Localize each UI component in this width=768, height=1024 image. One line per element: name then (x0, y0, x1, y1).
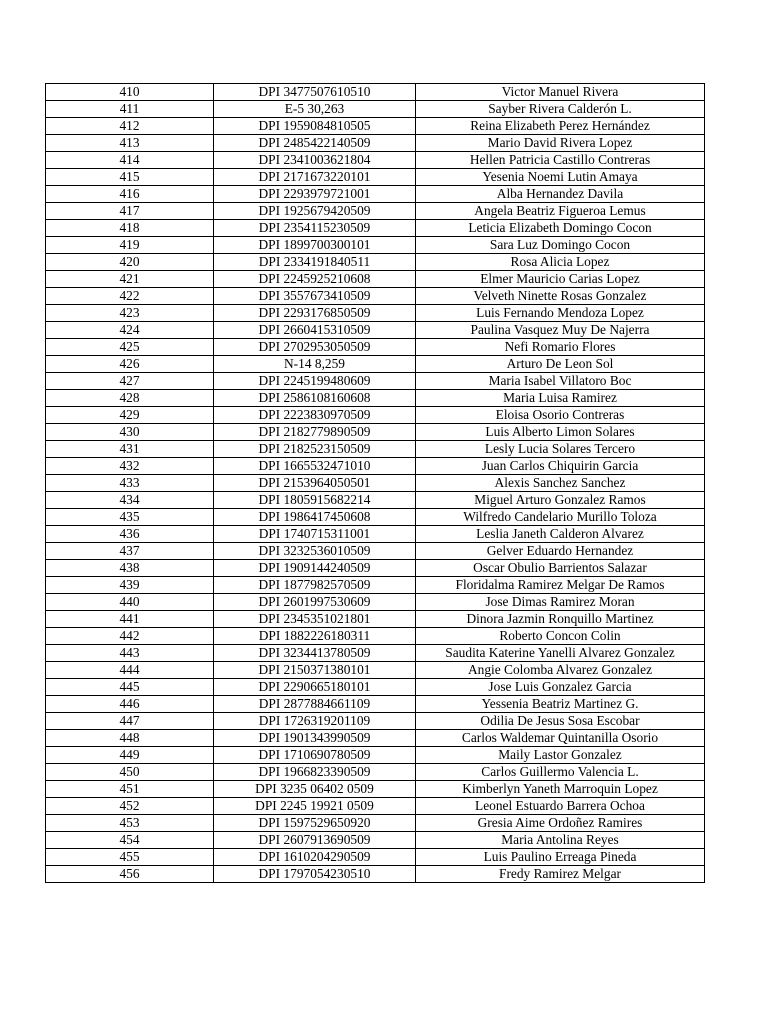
person-name-cell: Elmer Mauricio Carias Lopez (416, 271, 705, 288)
table-row (46, 662, 705, 679)
table-row (46, 747, 705, 764)
table-row (46, 798, 705, 815)
row-number-cell: 421 (46, 271, 214, 288)
row-number-cell: 436 (46, 526, 214, 543)
row-number-cell: 422 (46, 288, 214, 305)
document-id-cell: DPI 2354115230509 (214, 220, 416, 237)
person-name-cell: Victor Manuel Rivera (416, 84, 705, 101)
row-number-cell: 419 (46, 237, 214, 254)
document-id-cell: DPI 2341003621804 (214, 152, 416, 169)
table-row (46, 441, 705, 458)
table-row (46, 526, 705, 543)
document-id-cell: DPI 3235 06402 0509 (214, 781, 416, 798)
document-id-cell: DPI 1959084810505 (214, 118, 416, 135)
person-name-cell: Mario David Rivera Lopez (416, 135, 705, 152)
row-number-cell: 417 (46, 203, 214, 220)
person-name-cell: Gresia Aime Ordoñez Ramires (416, 815, 705, 832)
document-id-cell: DPI 2601997530609 (214, 594, 416, 611)
table-row (46, 186, 705, 203)
table-row (46, 832, 705, 849)
table-row (46, 866, 705, 883)
person-name-cell: Carlos Guillermo Valencia L. (416, 764, 705, 781)
document-id-cell: DPI 1882226180311 (214, 628, 416, 645)
person-name-cell: Maria Luisa Ramirez (416, 390, 705, 407)
person-name-cell: Gelver Eduardo Hernandez (416, 543, 705, 560)
row-number-cell: 429 (46, 407, 214, 424)
table-row (46, 203, 705, 220)
table-row (46, 254, 705, 271)
row-number-cell: 416 (46, 186, 214, 203)
document-id-cell: DPI 1805915682214 (214, 492, 416, 509)
row-number-cell: 451 (46, 781, 214, 798)
person-name-cell: Hellen Patricia Castillo Contreras (416, 152, 705, 169)
person-name-cell: Angie Colomba Alvarez Gonzalez (416, 662, 705, 679)
person-name-cell: Alba Hernandez Davila (416, 186, 705, 203)
table-row (46, 543, 705, 560)
document-id-cell: DPI 2153964050501 (214, 475, 416, 492)
person-name-cell: Odilia De Jesus Sosa Escobar (416, 713, 705, 730)
row-number-cell: 414 (46, 152, 214, 169)
person-name-cell: Luis Paulino Erreaga Pineda (416, 849, 705, 866)
table-row (46, 135, 705, 152)
document-id-cell: DPI 1986417450608 (214, 509, 416, 526)
row-number-cell: 452 (46, 798, 214, 815)
person-name-cell: Alexis Sanchez Sanchez (416, 475, 705, 492)
document-id-cell: DPI 3234413780509 (214, 645, 416, 662)
document-id-cell: DPI 1597529650920 (214, 815, 416, 832)
person-name-cell: Luis Alberto Limon Solares (416, 424, 705, 441)
table-row (46, 560, 705, 577)
document-id-cell: DPI 2702953050509 (214, 339, 416, 356)
document-id-cell: DPI 2485422140509 (214, 135, 416, 152)
row-number-cell: 431 (46, 441, 214, 458)
row-number-cell: 437 (46, 543, 214, 560)
table-row (46, 101, 705, 118)
row-number-cell: 448 (46, 730, 214, 747)
table-row (46, 390, 705, 407)
person-name-cell: Nefi Romario Flores (416, 339, 705, 356)
table-row (46, 781, 705, 798)
row-number-cell: 447 (46, 713, 214, 730)
table-row (46, 118, 705, 135)
document-id-cell: DPI 1726319201109 (214, 713, 416, 730)
table-row (46, 237, 705, 254)
row-number-cell: 430 (46, 424, 214, 441)
document-id-cell: DPI 1925679420509 (214, 203, 416, 220)
person-name-cell: Jose Luis Gonzalez Garcia (416, 679, 705, 696)
document-id-cell: DPI 2245925210608 (214, 271, 416, 288)
document-id-cell: DPI 2223830970509 (214, 407, 416, 424)
row-number-cell: 443 (46, 645, 214, 662)
document-id-cell: DPI 2182523150509 (214, 441, 416, 458)
document-id-cell: DPI 1877982570509 (214, 577, 416, 594)
row-number-cell: 442 (46, 628, 214, 645)
table-row (46, 713, 705, 730)
registry-table-body (46, 84, 705, 883)
person-name-cell: Arturo De Leon Sol (416, 356, 705, 373)
row-number-cell: 415 (46, 169, 214, 186)
row-number-cell: 413 (46, 135, 214, 152)
person-name-cell: Velveth Ninette Rosas Gonzalez (416, 288, 705, 305)
person-name-cell: Leonel Estuardo Barrera Ochoa (416, 798, 705, 815)
row-number-cell: 439 (46, 577, 214, 594)
row-number-cell: 425 (46, 339, 214, 356)
person-name-cell: Eloisa Osorio Contreras (416, 407, 705, 424)
table-row (46, 84, 705, 101)
table-row (46, 424, 705, 441)
table-row (46, 492, 705, 509)
row-number-cell: 420 (46, 254, 214, 271)
row-number-cell: 454 (46, 832, 214, 849)
table-row (46, 339, 705, 356)
table-row (46, 288, 705, 305)
person-name-cell: Kimberlyn Yaneth Marroquin Lopez (416, 781, 705, 798)
row-number-cell: 424 (46, 322, 214, 339)
person-name-cell: Juan Carlos Chiquirin Garcia (416, 458, 705, 475)
document-id-cell: DPI 1740715311001 (214, 526, 416, 543)
document-id-cell: DPI 2245199480609 (214, 373, 416, 390)
document-id-cell: DPI 1710690780509 (214, 747, 416, 764)
document-id-cell: DPI 2877884661109 (214, 696, 416, 713)
person-name-cell: Angela Beatriz Figueroa Lemus (416, 203, 705, 220)
row-number-cell: 441 (46, 611, 214, 628)
person-name-cell: Saudita Katerine Yanelli Alvarez Gonzalez (416, 645, 705, 662)
person-name-cell: Sara Luz Domingo Cocon (416, 237, 705, 254)
table-row (46, 815, 705, 832)
table-row (46, 322, 705, 339)
document-id-cell: DPI 3477507610510 (214, 84, 416, 101)
person-name-cell: Jose Dimas Ramirez Moran (416, 594, 705, 611)
document-id-cell: DPI 2345351021801 (214, 611, 416, 628)
table-row (46, 764, 705, 781)
row-number-cell: 411 (46, 101, 214, 118)
row-number-cell: 453 (46, 815, 214, 832)
document-id-cell: DPI 2290665180101 (214, 679, 416, 696)
table-row (46, 169, 705, 186)
person-name-cell: Leslia Janeth Calderon Alvarez (416, 526, 705, 543)
table-row (46, 373, 705, 390)
document-id-cell: DPI 3232536010509 (214, 543, 416, 560)
table-row (46, 152, 705, 169)
document-id-cell: DPI 1901343990509 (214, 730, 416, 747)
table-row (46, 730, 705, 747)
person-name-cell: Paulina Vasquez Muy De Najerra (416, 322, 705, 339)
document-id-cell: DPI 2293979721001 (214, 186, 416, 203)
document-id-cell: DPI 2607913690509 (214, 832, 416, 849)
row-number-cell: 445 (46, 679, 214, 696)
person-name-cell: Yessenia Beatriz Martinez G. (416, 696, 705, 713)
row-number-cell: 418 (46, 220, 214, 237)
table-row (46, 458, 705, 475)
row-number-cell: 456 (46, 866, 214, 883)
document-id-cell: DPI 2171673220101 (214, 169, 416, 186)
row-number-cell: 412 (46, 118, 214, 135)
table-row (46, 407, 705, 424)
row-number-cell: 433 (46, 475, 214, 492)
table-row (46, 696, 705, 713)
document-id-cell: DPI 2586108160608 (214, 390, 416, 407)
table-row (46, 645, 705, 662)
document-id-cell: DPI 2334191840511 (214, 254, 416, 271)
person-name-cell: Lesly Lucia Solares Tercero (416, 441, 705, 458)
document-id-cell: DPI 1610204290509 (214, 849, 416, 866)
document-id-cell: DPI 1909144240509 (214, 560, 416, 577)
document-id-cell: DPI 2182779890509 (214, 424, 416, 441)
document-id-cell: DPI 1665532471010 (214, 458, 416, 475)
table-row (46, 577, 705, 594)
person-name-cell: Floridalma Ramirez Melgar De Ramos (416, 577, 705, 594)
row-number-cell: 446 (46, 696, 214, 713)
person-name-cell: Dinora Jazmin Ronquillo Martinez (416, 611, 705, 628)
row-number-cell: 444 (46, 662, 214, 679)
table-row (46, 220, 705, 237)
table-row (46, 594, 705, 611)
table-row (46, 356, 705, 373)
document-id-cell: DPI 1966823390509 (214, 764, 416, 781)
document-id-cell: DPI 3557673410509 (214, 288, 416, 305)
person-name-cell: Maria Isabel Villatoro Boc (416, 373, 705, 390)
row-number-cell: 449 (46, 747, 214, 764)
document-id-cell: DPI 1899700300101 (214, 237, 416, 254)
row-number-cell: 423 (46, 305, 214, 322)
row-number-cell: 455 (46, 849, 214, 866)
person-name-cell: Carlos Waldemar Quintanilla Osorio (416, 730, 705, 747)
person-name-cell: Rosa Alicia Lopez (416, 254, 705, 271)
person-name-cell: Oscar Obulio Barrientos Salazar (416, 560, 705, 577)
document-id-cell: DPI 2293176850509 (214, 305, 416, 322)
registry-table (45, 83, 705, 883)
person-name-cell: Leticia Elizabeth Domingo Cocon (416, 220, 705, 237)
person-name-cell: Miguel Arturo Gonzalez Ramos (416, 492, 705, 509)
document-id-cell: DPI 2150371380101 (214, 662, 416, 679)
row-number-cell: 428 (46, 390, 214, 407)
row-number-cell: 427 (46, 373, 214, 390)
row-number-cell: 426 (46, 356, 214, 373)
person-name-cell: Maily Lastor Gonzalez (416, 747, 705, 764)
row-number-cell: 434 (46, 492, 214, 509)
person-name-cell: Yesenia Noemi Lutin Amaya (416, 169, 705, 186)
person-name-cell: Reina Elizabeth Perez Hernández (416, 118, 705, 135)
document-id-cell: DPI 1797054230510 (214, 866, 416, 883)
table-row (46, 611, 705, 628)
document-id-cell: DPI 2245 19921 0509 (214, 798, 416, 815)
table-row (46, 679, 705, 696)
document-id-cell: E-5 30,263 (214, 101, 416, 118)
row-number-cell: 440 (46, 594, 214, 611)
table-row (46, 509, 705, 526)
table-row (46, 849, 705, 866)
table-row (46, 475, 705, 492)
person-name-cell: Sayber Rivera Calderón L. (416, 101, 705, 118)
table-row (46, 271, 705, 288)
person-name-cell: Roberto Concon Colin (416, 628, 705, 645)
table-row (46, 628, 705, 645)
person-name-cell: Wilfredo Candelario Murillo Toloza (416, 509, 705, 526)
row-number-cell: 438 (46, 560, 214, 577)
document-id-cell: N-14 8,259 (214, 356, 416, 373)
row-number-cell: 410 (46, 84, 214, 101)
table-row (46, 305, 705, 322)
person-name-cell: Maria Antolina Reyes (416, 832, 705, 849)
document-id-cell: DPI 2660415310509 (214, 322, 416, 339)
row-number-cell: 432 (46, 458, 214, 475)
row-number-cell: 435 (46, 509, 214, 526)
person-name-cell: Fredy Ramirez Melgar (416, 866, 705, 883)
person-name-cell: Luis Fernando Mendoza Lopez (416, 305, 705, 322)
row-number-cell: 450 (46, 764, 214, 781)
